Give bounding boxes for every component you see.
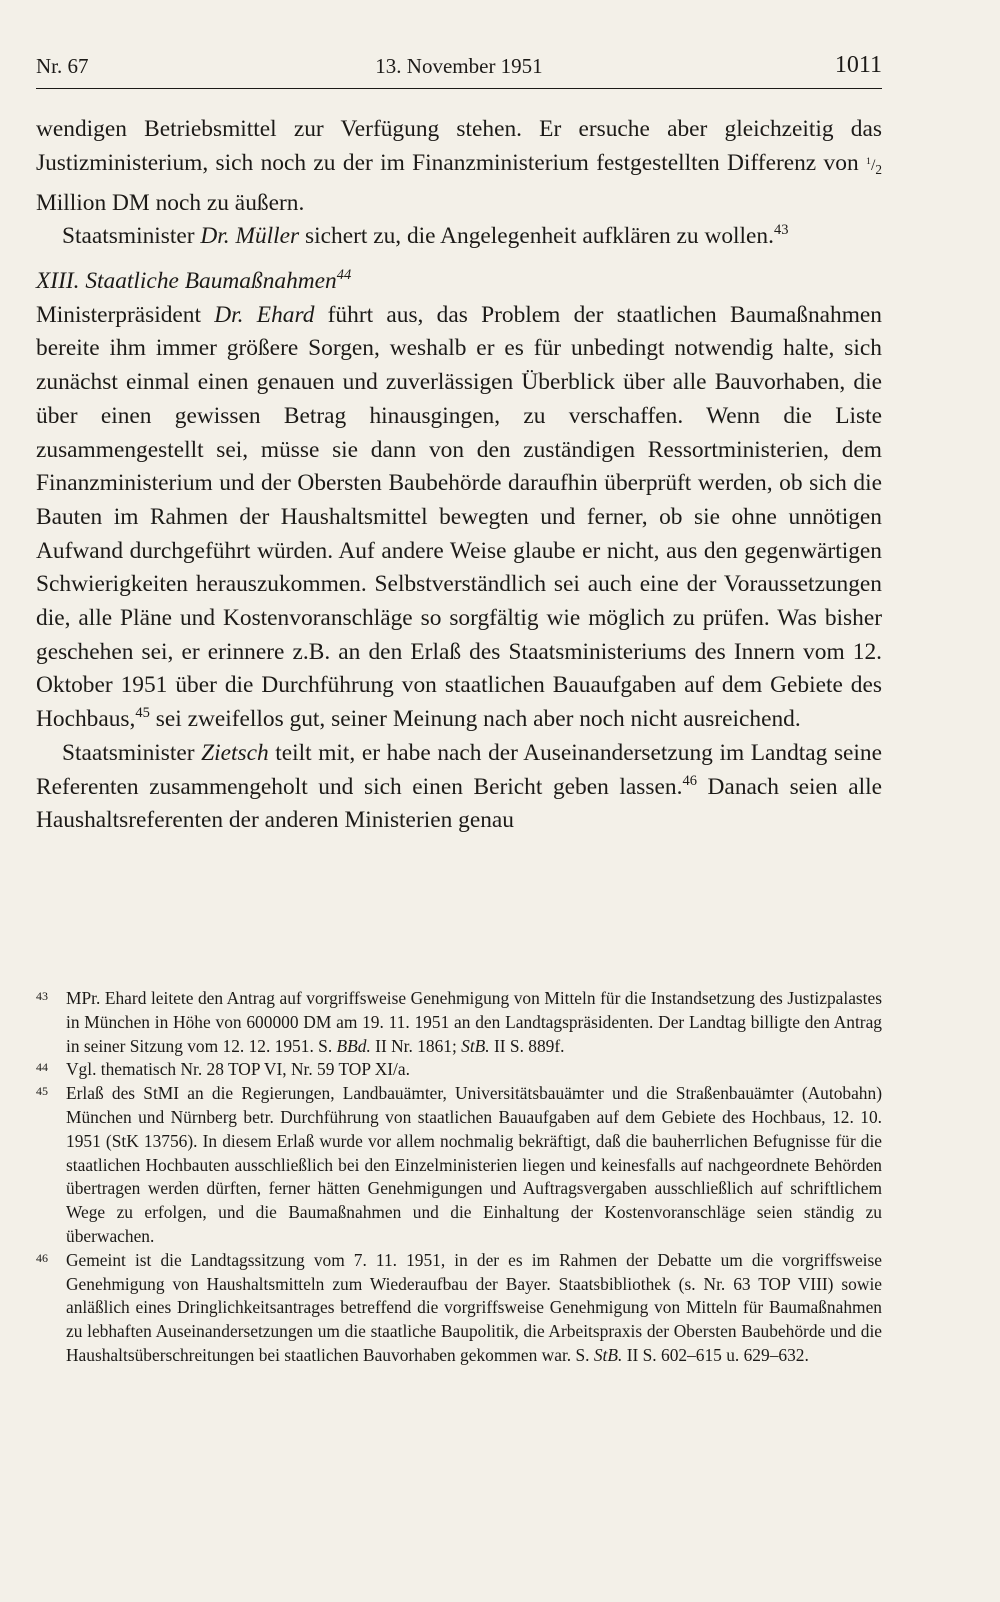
footnotes	[36, 987, 882, 1368]
text-run: sichert zu, die Angelegenheit aufklären zu wollen.	[299, 223, 774, 250]
footnote-text: MPr. Ehard leitete den Antrag auf vorgriffsweise Genehmigung von Mitteln für die Instandsetzung des Justizpalastes in München in Höhe von 600000 DM am 19. 11. 1951 an den Landtagspräsidenten. Der Landtag billigte den Antrag in seiner Sitzung vom 12. 12. 1951. S.	[66, 988, 882, 1056]
issue-number: Nr. 67	[36, 54, 89, 78]
text-run: Staatsminister	[62, 739, 202, 766]
text-run: wendigen Betriebsmittel zur Verfügung stehen. Er ersuche aber gleichzeitig das Justizministerium, sich noch zu der im Finanzministerium festgestellten Differenz von	[36, 116, 882, 176]
footnote-text: II S. 602–615 u. 629–632.	[622, 1344, 809, 1365]
abbreviation: StB.	[593, 1344, 623, 1365]
abbreviation: BBd.	[336, 1035, 371, 1056]
text-run: teilt mit, er habe nach der Auseinandersetzung im Landtag seine Referenten zusammengeholt und sich einen Bericht geben lassen.	[36, 739, 883, 800]
text-run: Staatsminister	[62, 223, 201, 250]
speaker-name: Ehard	[256, 301, 315, 328]
footnote	[36, 1058, 882, 1082]
footnote-number: 45	[36, 1084, 48, 1099]
footnote-text: II S. 889f.	[489, 1035, 565, 1056]
header-rule	[36, 88, 882, 89]
text-run: führt aus, das Problem der staatlichen Baumaßnahmen bereite ihm immer größere Sorgen, weshalb er es für unbedingt notwendig halte, sich zunächst einmal einen genauen und zuverlässigen Überblick über alle Bauvorhaben, die über einen gewissen Betrag hinausgingen, zu verschaffen. Wenn die Liste zusammengestellt sei, müsse sie dann von den zuständigen Ressortministerien, dem Finanzministerium und der Obersten Baubehörde daraufhin überprüft werden, ob sich die Bauten im Rahmen der Haushaltsmittel bewegten und ferner, ob sie ohne unnötigen Aufwand durchgeführt würden. Auf andere Weise glaube er nicht, aus den gegenwärtigen Schwierigkeiten herauszukommen. Selbstverständlich sei auch eine der Voraussetzungen die, alle Pläne und Kostenvoranschläge so sorgfältig wie möglich zu prüfen. Was bisher geschehen sei, er erinnere z.B. an den Erlaß des Staatsministeriums des Innern vom 12. Oktober 1951 über die Durchführung von staatlichen Bauaufgaben auf dem Gebiete des Hochbaus,	[36, 301, 882, 733]
text-run: Million DM noch zu äußern.	[36, 189, 305, 216]
footnote-number: 46	[36, 1250, 48, 1265]
footnote-ref[interactable]: 43	[773, 222, 789, 239]
abbreviation: StB.	[461, 1035, 490, 1056]
fraction-separator: /	[870, 156, 876, 174]
header-date: 13. November 1951	[375, 54, 543, 78]
page-header	[36, 48, 882, 84]
heading-text: XIII. Staatliche Baumaßnahmen	[36, 267, 337, 294]
text-run: Danach seien alle Haushaltsreferenten der anderen Ministerien genau	[36, 773, 882, 834]
footnote-text: Gemeint ist die Landtagssitzung vom 7. 11. 1951, in der es im Rahmen der Debatte um die vorgriffsweise Genehmigung von Haushaltsmitteln zum Wiederaufbau der Bayer. Staatsbibliothek (s. Nr. 63 TOP VIII) sowie anläßlich eines Dringlichkeitsantrages betreffend die vorgriffsweise Genehmigung von Mitteln für Baumaßnahmen zu lebhaften Auseinandersetzungen um die staatliche Baupolitik, die Arbeitspraxis der Obersten Baubehörde und die Haushaltsüberschreitungen bei staatlichen Bauvorhaben gekommen war. S.	[66, 1249, 882, 1365]
footnote	[36, 1082, 882, 1249]
footnote-text: Erlaß des StMI an die Regierungen, Landbauämter, Universitätsbauämter und die Straßenbauämter (Autobahn) München und Nürnberg betr. Durchführung von staatlichen Bauaufgaben auf dem Gebiete des Hochbaus, 12. 10. 1951 (StK 13756). In diesem Erlaß wurde vor allem nochmalig bekräftigt, daß die bauherrlichen Befugnisse für die staatlichen Hochbauten ausschließlich bei den Einzelministerien liegen und keinesfalls auf nachgeordnete Behörden übertragen werden dürften, ferner hätten Genehmigungen und Auftragsvergaben ausschließlich auf schriftlichem Wege zu erfolgen, und die Baumaßnahmen und die Einhaltung der Kostenvoranschläge seien ständig zu überwachen.	[66, 1083, 882, 1246]
footnote-text: II Nr. 1861;	[370, 1035, 462, 1056]
speaker-title: Dr.	[200, 223, 230, 250]
speaker-name: Müller	[235, 223, 300, 250]
footnote-number: 44	[36, 1060, 48, 1075]
paragraph	[36, 220, 882, 254]
fraction-denominator: 2	[875, 161, 882, 177]
paragraph	[36, 299, 882, 737]
text-run: Ministerpräsident	[36, 301, 215, 328]
paragraph	[36, 113, 882, 220]
text-run: sei zweifellos gut, seiner Meinung nach aber noch nicht ausreichend.	[149, 706, 801, 733]
footnote-text: Vgl. thematisch Nr. 28 TOP VI, Nr. 59 TOP XI/a.	[66, 1059, 410, 1080]
footnote-ref[interactable]: 45	[135, 705, 150, 722]
speaker-name: Zietsch	[201, 739, 269, 766]
main-text	[36, 113, 882, 838]
page-number: 1011	[834, 52, 882, 78]
fraction-numerator: 1	[866, 155, 871, 167]
paragraph	[36, 737, 882, 838]
footnote-number: 43	[36, 989, 48, 1003]
footnote	[36, 987, 882, 1058]
speaker-title: Dr.	[214, 301, 244, 328]
footnote-ref[interactable]: 44	[336, 267, 352, 283]
section-heading	[36, 265, 882, 299]
footnote-ref[interactable]: 46	[682, 772, 697, 789]
footnote	[36, 1249, 882, 1368]
fraction	[866, 155, 882, 177]
